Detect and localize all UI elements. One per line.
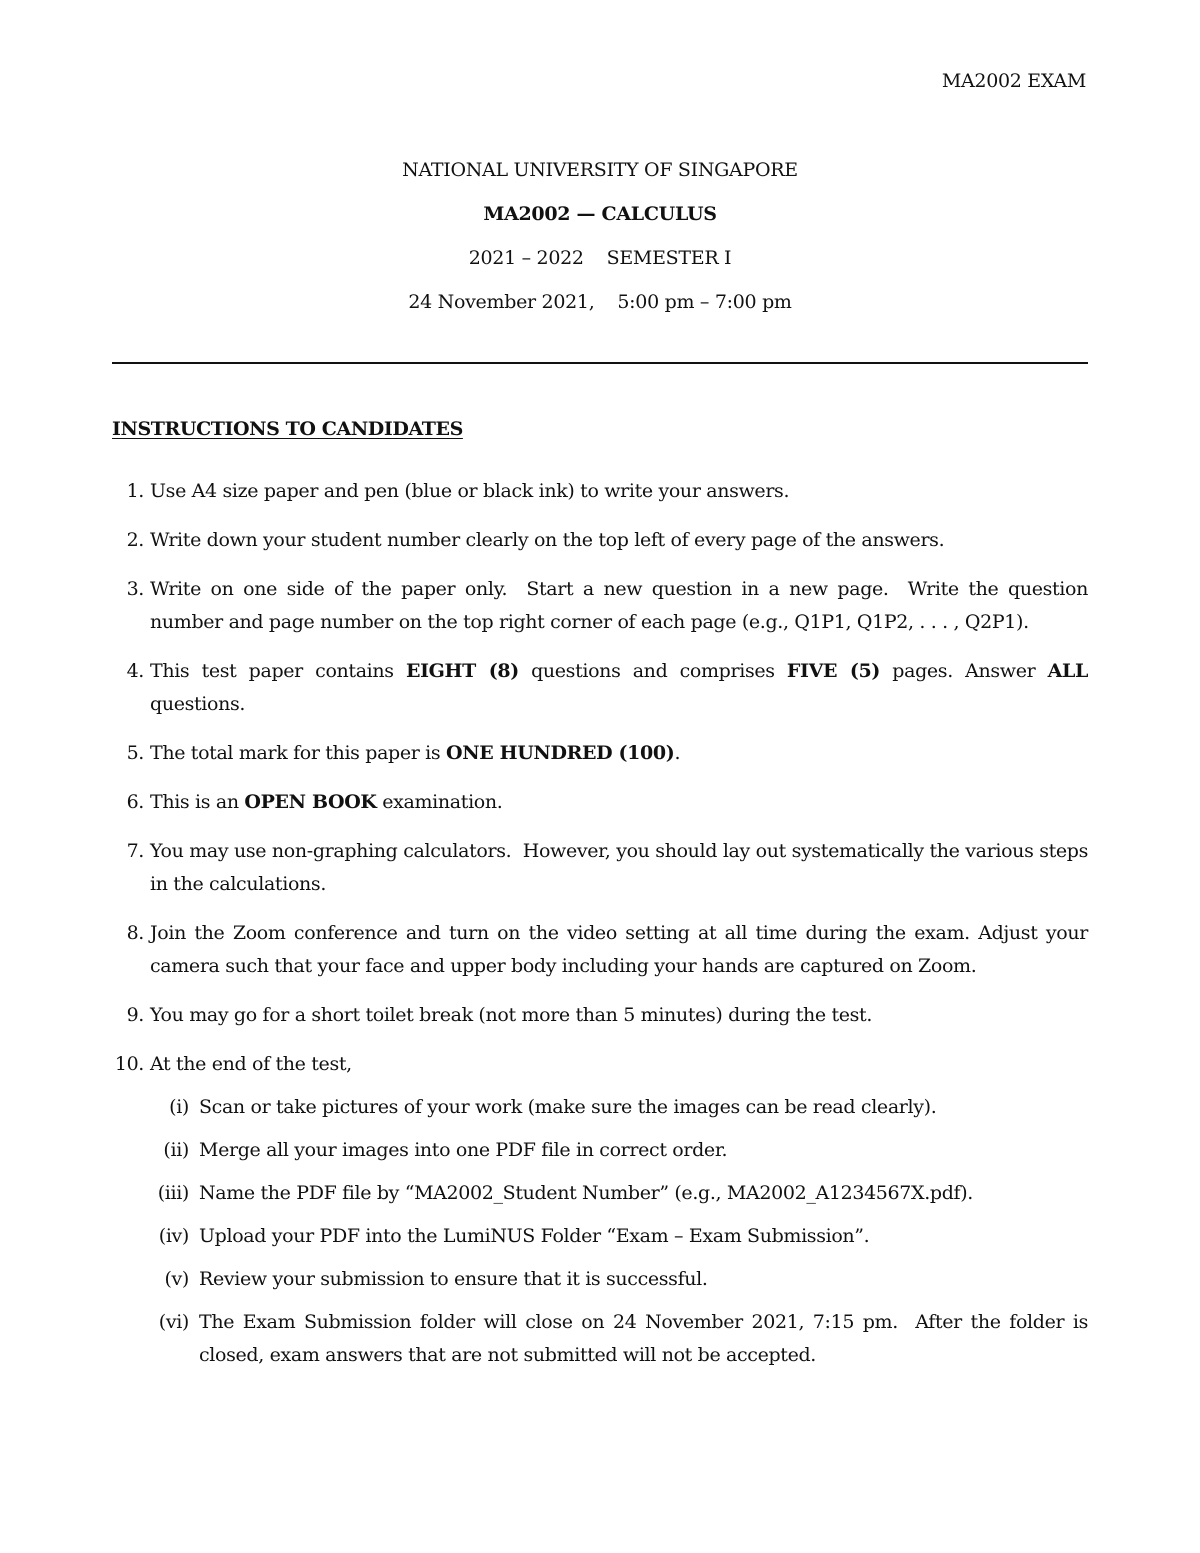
step-number: (vi) <box>158 1311 189 1333</box>
submission-steps-list <box>150 1091 1094 1372</box>
item-number: 1. <box>126 480 144 502</box>
item-text: questions and comprises <box>518 660 787 682</box>
exam-datetime: 24 November 2021, 5:00 pm – 7:00 pm <box>408 291 792 313</box>
horizontal-rule <box>112 362 1088 364</box>
item-text: The total mark for this paper is <box>150 742 446 764</box>
item-text: examination. <box>376 791 503 813</box>
step-text: Scan or take pictures of your work (make sure the images can be read clearly). <box>199 1096 937 1118</box>
step-text: Merge all your images into one PDF file in correct order. <box>199 1139 728 1161</box>
item-text: pages. Answer <box>880 660 1048 682</box>
item-text: Join the Zoom conference and turn on the video setting at all time during the exam. Adjust your camera such that your face and upper body including your hands are captured on Zoom. <box>150 922 1088 977</box>
item-text: This is an <box>150 791 245 813</box>
university-name: NATIONAL UNIVERSITY OF SINGAPORE <box>402 159 798 181</box>
item-number: 4. <box>126 660 144 682</box>
item-text: questions. <box>150 693 246 715</box>
submission-step <box>169 1091 1088 1124</box>
emphasis-total-mark: ONE HUNDRED (100) <box>446 742 675 764</box>
item-text: This test paper contains <box>150 660 406 682</box>
item-number: 3. <box>126 578 144 600</box>
step-number: (ii) <box>163 1139 189 1161</box>
instructions-list <box>0 475 1200 1388</box>
step-number: (iv) <box>158 1225 189 1247</box>
instructions-heading: INSTRUCTIONS TO CANDIDATES <box>112 418 463 440</box>
instruction-item <box>126 524 1088 557</box>
instruction-item <box>126 999 1088 1032</box>
item-text: You may go for a short toilet break (not more than 5 minutes) during the test. <box>150 1004 873 1026</box>
course-title-text: MA2002 — CALCULUS <box>483 203 717 225</box>
item-number: 10. <box>114 1053 144 1075</box>
step-number: (i) <box>169 1096 189 1118</box>
step-number: (v) <box>164 1268 189 1290</box>
submission-step <box>164 1263 1088 1296</box>
emphasis-open-book: OPEN BOOK <box>244 791 377 813</box>
submission-step <box>163 1134 1088 1167</box>
submission-step <box>157 1177 1088 1210</box>
item-text: At the end of the test, <box>150 1053 352 1075</box>
instruction-item <box>126 835 1094 901</box>
submission-step <box>158 1306 1094 1372</box>
item-text: Write down your student number clearly on the top left of every page of the answers. <box>150 529 945 551</box>
item-text: Write on one side of the paper only. Start a new question in a new page. Write the question number and page number on the top right corner of each page (e.g., Q1P1, Q1P2, . . . , Q2P1). <box>150 578 1094 633</box>
item-number: 5. <box>126 742 144 764</box>
instruction-item <box>126 655 1088 721</box>
submission-step <box>158 1220 1088 1253</box>
instruction-item <box>126 573 1094 639</box>
step-text: Upload your PDF into the LumiNUS Folder “Exam – Exam Submission”. <box>199 1225 870 1247</box>
instruction-item <box>126 786 1088 819</box>
item-number: 2. <box>126 529 144 551</box>
instruction-item <box>126 737 1088 770</box>
item-number: 9. <box>126 1004 144 1026</box>
step-text: Review your submission to ensure that it is successful. <box>199 1268 708 1290</box>
instruction-item <box>126 917 1088 983</box>
item-number: 7. <box>126 840 144 862</box>
emphasis-page-count: FIVE (5) <box>786 660 881 682</box>
item-text: You may use non-graphing calculators. However, you should lay out systematically the various steps in the calculations. <box>150 840 1094 895</box>
step-number: (iii) <box>157 1182 189 1204</box>
session-line: 2021 – 2022 SEMESTER I <box>468 247 732 269</box>
instruction-item <box>126 475 1088 508</box>
instruction-item <box>114 1048 1094 1372</box>
step-text: Name the PDF file by “MA2002_Student Number” (e.g., MA2002_A1234567X.pdf). <box>199 1182 973 1204</box>
item-number: 6. <box>126 791 144 813</box>
title-block <box>0 154 1200 330</box>
step-text: The Exam Submission folder will close on 24 November 2021, 7:15 pm. After the folder is closed, exam answers that are not submitted will not be accepted. <box>199 1311 1094 1366</box>
item-number: 8. <box>126 922 144 944</box>
emphasis-all: ALL <box>1047 660 1088 682</box>
course-title <box>0 198 1200 242</box>
item-text: Use A4 size paper and pen (blue or black ink) to write your answers. <box>150 480 790 502</box>
running-header: MA2002 EXAM <box>941 70 1086 92</box>
emphasis-question-count: EIGHT (8) <box>405 660 519 682</box>
item-text: . <box>674 742 681 764</box>
